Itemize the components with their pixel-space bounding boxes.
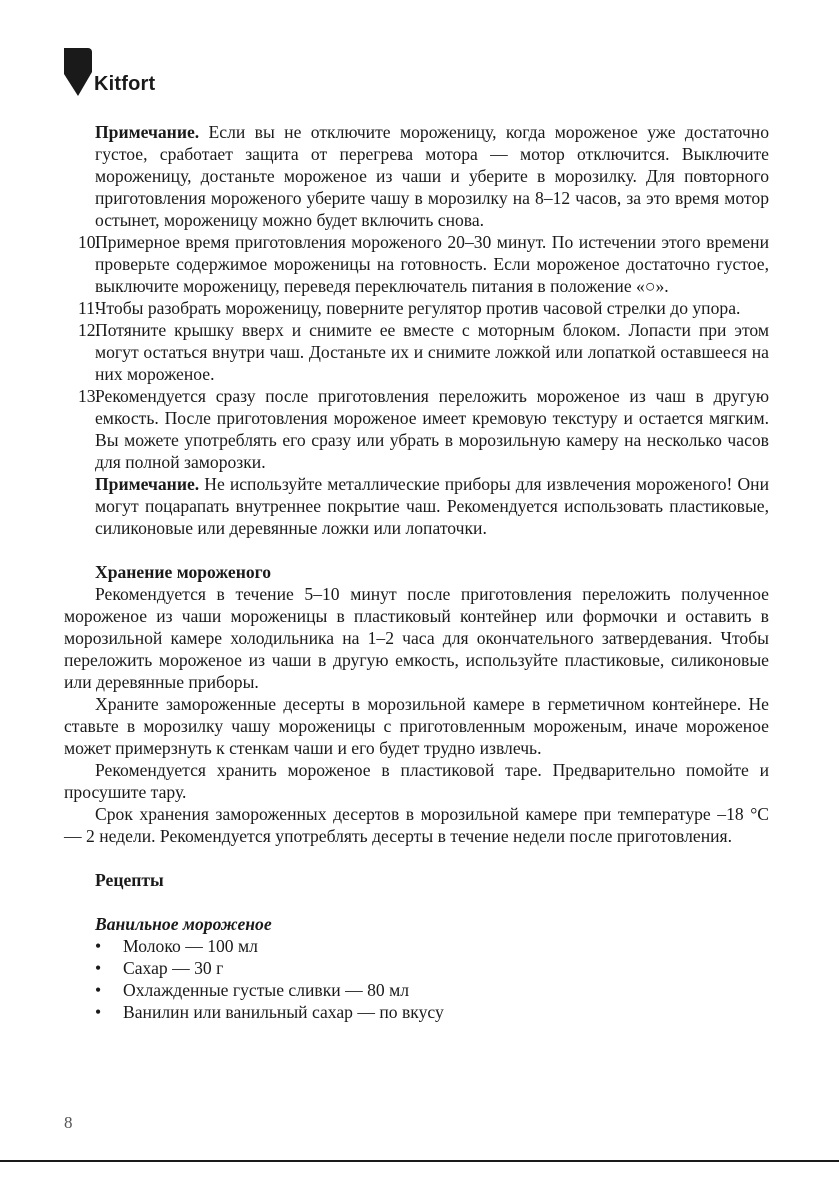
ingredient-item: • Сахар — 30 г <box>95 958 224 978</box>
step-number: 12. <box>78 320 100 340</box>
page-bottom-rule <box>0 1160 839 1162</box>
step-12 <box>64 319 769 385</box>
ingredient-item: • Охлажденные густые сливки — 80 мл <box>95 980 409 1000</box>
bullet-icon: • <box>95 980 102 1000</box>
storage-heading: Хранение мороженого <box>95 562 272 582</box>
storage-paragraph: Срок хранения замороженных десертов в морозильной камере при температуре –18 °С — 2 недели. Рекомендуется употреблять десерты в течение недели после приготовления. <box>64 804 769 846</box>
step-number: 11. <box>78 298 100 318</box>
storage-paragraph: Рекомендуется хранить мороженое в пластиковой таре. Предварительно помойте и просушите тару. <box>64 760 769 802</box>
page-content <box>64 121 769 1023</box>
note-label: Примечание. <box>95 122 200 142</box>
storage-paragraph: Храните замороженные десерты в морозильной камере в герметичном контейнере. Не ставьте в морозилку чашу мороженицы с приготовленным мороженым, иначе мороженое может примерзнуть к стенкам чаши и его будет трудно извлечь. <box>64 694 769 758</box>
bullet-icon: • <box>95 1002 102 1022</box>
note-label: Примечание. <box>95 474 200 494</box>
bullet-icon: • <box>95 958 102 978</box>
step-13 <box>64 385 769 473</box>
recipes-heading: Рецепты <box>95 870 164 890</box>
bullet-icon: • <box>95 936 102 956</box>
note-utensils <box>64 473 769 539</box>
brand-logo <box>64 48 155 96</box>
kitfort-logo-icon <box>64 48 92 96</box>
storage-paragraph: Рекомендуется в течение 5–10 минут после приготовления переложить полученное мороженое из чаши мороженицы в пластиковый контейнер или формочки и оставить в морозильной камере холодильника на 1–2 часа для окончательного затвердевания. Чтобы переложить мороженое из чаши в другую емкость, используйте пластиковые, силиконовые или деревянные приборы. <box>64 584 769 692</box>
step-text: Потяните крышку вверх и снимите ее вместе с моторным блоком. Лопасти при этом могут остаться внутри чаш. Достаньте их и снимите ложкой или лопаткой оставшееся на них мороженое. <box>95 320 769 384</box>
ingredient-item: • Ванилин или ванильный сахар — по вкусу <box>95 1002 444 1022</box>
brand-name: Kitfort <box>94 73 156 95</box>
step-11 <box>64 297 769 319</box>
step-10 <box>64 231 769 297</box>
step-text: Примерное время приготовления мороженого 20–30 минут. По истечении этого времени проверьте содержимое мороженицы на готовность. Если мороженое достаточно густое, выключите мороженицу, переведя переключатель питания в положение «○». <box>95 232 769 296</box>
step-text: Рекомендуется сразу после приготовления переложить мороженое из чаш в другую емкость. После приготовления мороженое имеет кремовую текстуру и остается мягким. Вы можете употреблять его сразу или убрать в морозильную камеру на несколько часов для полной заморозки. <box>95 386 769 472</box>
note-text: Не используйте металлические приборы для извлечения мороженого! Они могут поцарапать внутреннее покрытие чаш. Рекомендуется использовать пластиковые, силиконовые или деревянные ложки или лопаточки. <box>95 474 769 538</box>
recipe-title: Ванильное мороженое <box>95 914 272 934</box>
step-number: 10. <box>78 232 100 252</box>
ingredient-item: • Молоко — 100 мл <box>95 936 258 956</box>
note-overheat <box>64 121 769 231</box>
note-text: Если вы не отключите мороженицу, когда мороженое уже достаточно густое, сработает защита от перегрева мотора — мотор отключится. Выключите мороженицу, достаньте мороженое из чаши и уберите в морозилку. Для повторного приготовления мороженого уберите чашу в морозилку на 8–12 часов, за это время мотор остынет, мороженицу можно будет включить снова. <box>95 122 769 230</box>
step-text: Чтобы разобрать мороженицу, поверните регулятор против часовой стрелки до упора. <box>95 298 741 318</box>
page-number: 8 <box>64 1113 73 1132</box>
step-number: 13. <box>78 386 100 406</box>
